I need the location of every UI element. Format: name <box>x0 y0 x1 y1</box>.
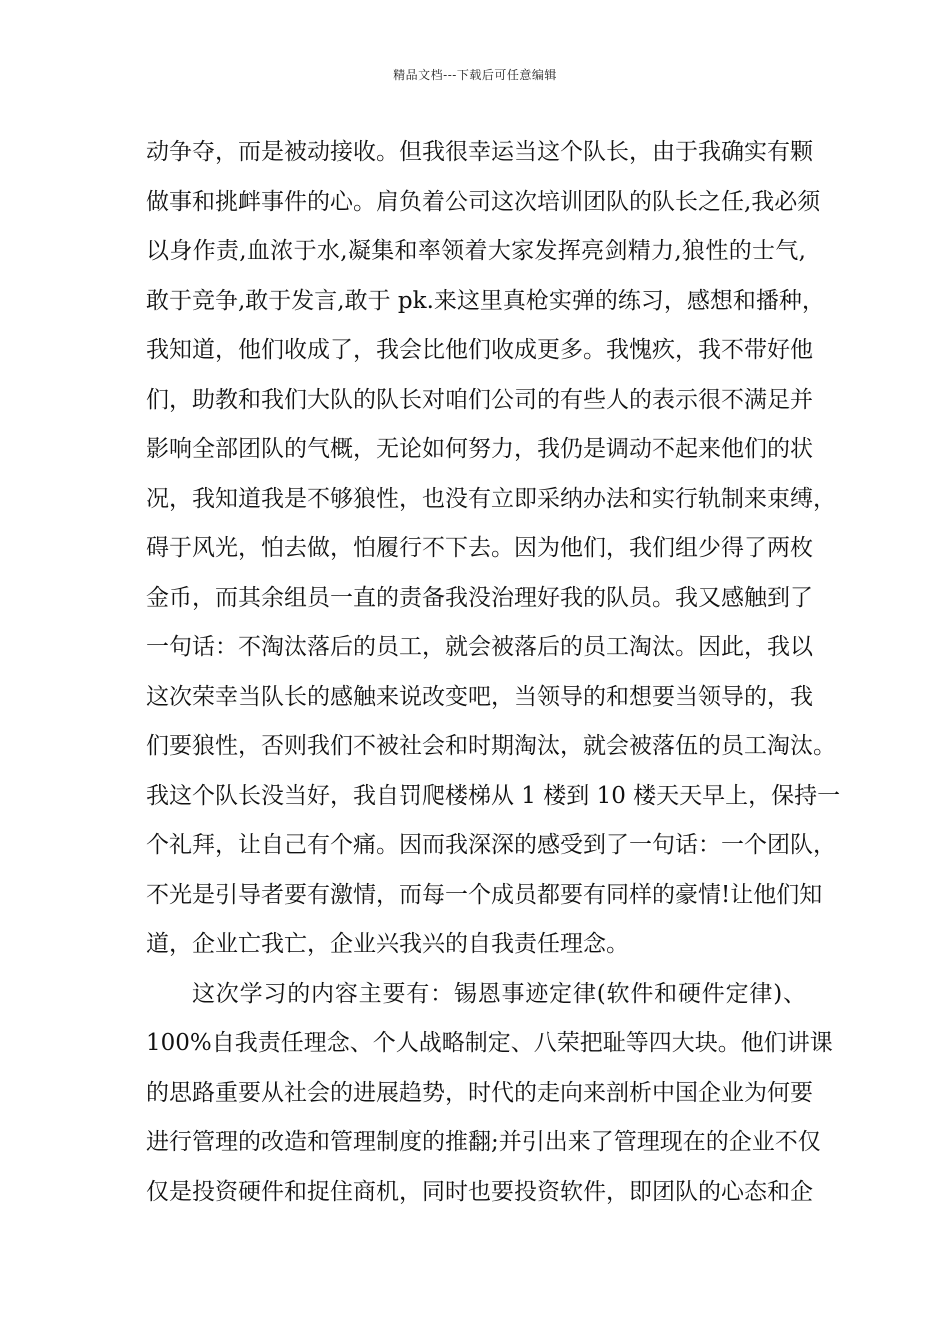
body-text <box>146 128 841 1217</box>
paragraph-line: 动争夺，而是被动接收。但我很幸运当这个队长，由于我确实有颗 <box>146 139 813 165</box>
paragraph-line: 一句话：不淘汰落后的员工，就会被落后的员工淘汰。因此，我以 <box>146 634 813 660</box>
paragraph-line: 碍于风光，怕去做，怕履行不下去。因为他们，我们组少得了两枚 <box>146 535 813 561</box>
paragraph-line: 们要狼性，否则我们不被社会和时期淘汰，就会被落伍的员工淘汰。 <box>146 733 836 759</box>
paragraph-line: 况，我知道我是不够狼性，也没有立即采纳办法和实行轨制来束缚， <box>146 485 836 512</box>
paragraph-line: 的思路重要从社会的进展趋势，时代的走向来剖析中国企业为何要 <box>146 1079 813 1106</box>
paragraph-line: 我这个队长没当好，我自罚爬楼梯从 1 楼到 10 楼天天早上，保持一 <box>146 782 841 809</box>
paragraph-line: 金币，而其余组员一直的责备我没治理好我的队员。我又感触到了 <box>146 584 813 611</box>
paragraph-line: 进行管理的改造和管理制度的推翻;并引出来了管理现在的企业不仅 <box>146 1129 821 1155</box>
paragraph-line: 这次荣幸当队长的感触来说改变吧，当领导的和想要当领导的，我 <box>146 683 813 710</box>
paragraph-line: 们，助教和我们大队的队长对咱们公司的有些人的表示很不满足并 <box>146 386 813 413</box>
paragraph-line: 影响全部团队的气概，无论如何努力，我仍是调动不起来他们的状 <box>146 436 813 462</box>
paragraph-line: 个礼拜，让自己有个痛。因而我深深的感受到了一句话：一个团队， <box>146 832 836 858</box>
paragraph-line: 道，企业亡我亡，企业兴我兴的自我责任理念。 <box>146 931 629 957</box>
paragraph-line: 不光是引导者要有激情，而每一个成员都要有同样的豪情!让他们知 <box>146 881 823 908</box>
paragraph-line: 100%自我责任理念、个人战略制定、八荣把耻等四大块。他们讲课 <box>146 1030 833 1056</box>
paragraph-line: 这次学习的内容主要有：锡恩事迹定律(软件和硬件定律)、 <box>192 980 806 1007</box>
page-header: 精品文档---下载后可任意编辑 <box>393 68 557 82</box>
paragraph-line: 敢于竞争,敢于发言,敢于 pk.来这里真枪实弹的练习，感想和播种， <box>146 287 825 314</box>
paragraph-line: 我知道，他们收成了，我会比他们收成更多。我愧疚，我不带好他 <box>146 337 813 363</box>
paragraph-line: 做事和挑衅事件的心。肩负着公司这次培训团队的队长之任,我必须 <box>146 188 821 215</box>
paragraph-line: 以身作责,血浓于水,凝集和率领着大家发挥亮剑精力,狼性的士气, <box>146 238 806 264</box>
paragraph-line: 仅是投资硬件和捉住商机，同时也要投资软件，即团队的心态和企 <box>146 1178 813 1205</box>
